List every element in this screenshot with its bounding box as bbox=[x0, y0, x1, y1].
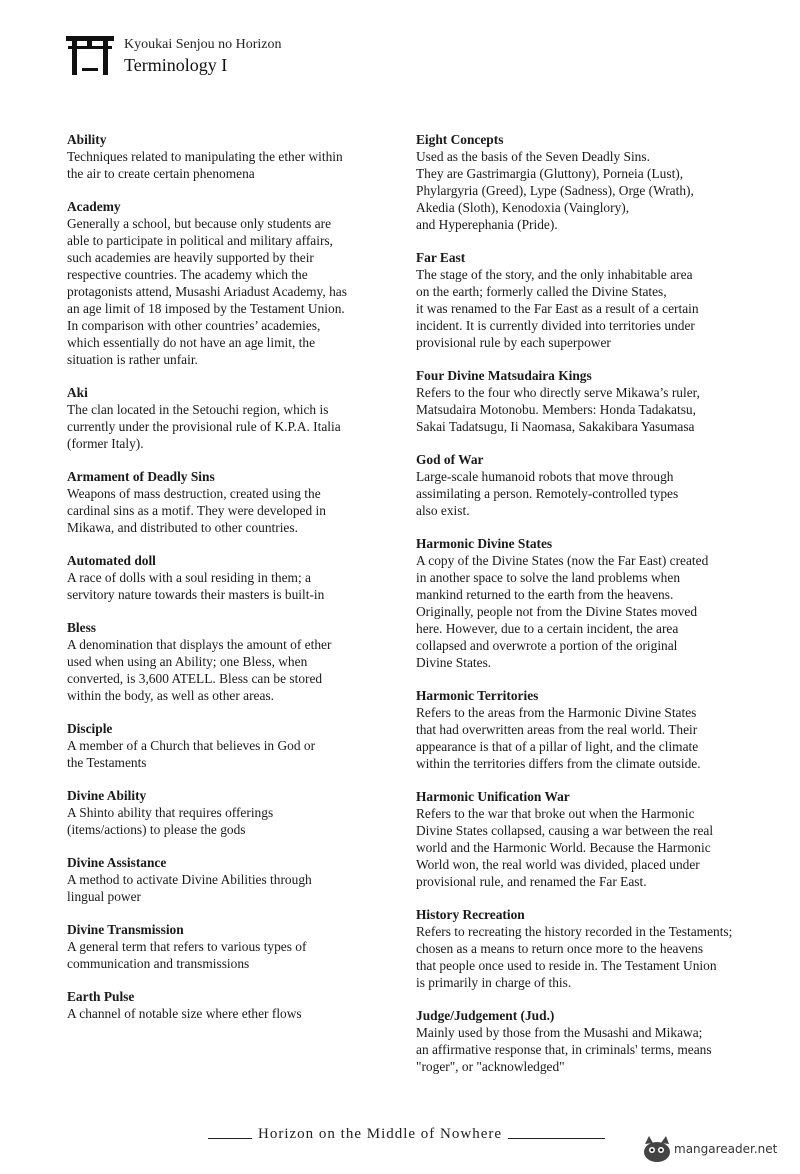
term-definition: Refers to recreating the history recorded in the Testaments; chosen as a means to return once more to the heavens that people once used to reside in. The Testament Union is primarily in charge of this. bbox=[416, 924, 733, 990]
term-name: Earth Pulse bbox=[67, 989, 135, 1004]
term-definition: A method to activate Divine Abilities through lingual power bbox=[67, 872, 312, 904]
term-entry bbox=[67, 720, 397, 771]
term-definition: A Shinto ability that requires offerings (items/actions) to please the gods bbox=[67, 805, 274, 837]
term-definition: Used as the basis of the Seven Deadly Sins. They are Gastrimargia (Gluttony), Porneia (Lust), Phylargyria (Greed), Lype (Sadness), Orge (Wrath), Akedia (Sloth), Kenodoxia (Vainglory), and Hyperephania (Pride). bbox=[416, 149, 694, 232]
term-definition: A copy of the Divine States (now the Far East) created in another space to solve the land problems when mankind returned to the earth from the heavens. Originally, people not from the Divine States moved here. However, due to a certain incident, the area collapsed and overwrote a portion of the original Divine States. bbox=[416, 553, 709, 670]
term-name: Judge/Judgement (Jud.) bbox=[416, 1008, 555, 1023]
watermark-text: mangareader.net bbox=[674, 1142, 778, 1156]
term-entry bbox=[67, 198, 397, 368]
term-name: Academy bbox=[67, 199, 121, 214]
term-name: Disciple bbox=[67, 721, 113, 736]
series-title: Kyoukai Senjou no Horizon bbox=[124, 37, 282, 52]
term-entry bbox=[416, 131, 784, 233]
term-definition: The stage of the story, and the only inhabitable area on the earth; formerly called the Divine States, it was renamed to the Far East as a result of a certain incident. It is currently divided into territories under provisional rule by each superpower bbox=[416, 267, 699, 350]
term-name: Harmonic Territories bbox=[416, 688, 539, 703]
term-name: Divine Transmission bbox=[67, 922, 184, 937]
term-entry bbox=[416, 249, 784, 351]
term-definition: Mainly used by those from the Musashi and Mikawa; an affirmative response that, in criminals' terms, means "roger", or "acknowledged" bbox=[416, 1025, 712, 1074]
term-name: Four Divine Matsudaira Kings bbox=[416, 368, 592, 383]
page-title: Terminology I bbox=[124, 55, 228, 75]
term-name: Harmonic Divine States bbox=[416, 536, 553, 551]
term-name: History Recreation bbox=[416, 907, 525, 922]
term-name: Divine Assistance bbox=[67, 855, 167, 870]
torii-logo-icon bbox=[66, 34, 114, 78]
term-definition: Generally a school, but because only students are able to participate in political and military affairs, such academies are heavily supported by their respective countries. The academy which the protagonists attend, Musashi Ariadust Academy, has an age limit of 18 imposed by the Testament Union. In comparison with other countries’ academies, which essentially do not have an age limit, the situation is rather unfair. bbox=[67, 216, 347, 367]
term-entry bbox=[416, 451, 784, 519]
term-definition: A denomination that displays the amount of ether used when using an Ability; one Bless, when converted, is 3,600 ATELL. Bless can be stored within the body, as well as other areas. bbox=[67, 637, 332, 703]
term-definition: A general term that refers to various types of communication and transmissions bbox=[67, 939, 307, 971]
term-definition: Refers to the areas from the Harmonic Divine States that had overwritten areas from the real world. Their appearance is that of a pillar of light, and the climate within the territories differs from the climate outside. bbox=[416, 705, 701, 771]
term-entry bbox=[67, 552, 397, 603]
term-name: Harmonic Unification War bbox=[416, 789, 570, 804]
watermark bbox=[640, 1134, 795, 1164]
term-entry bbox=[416, 367, 784, 435]
term-entry bbox=[416, 906, 784, 991]
term-definition: Large-scale humanoid robots that move through assimilating a person. Remotely-controlled types also exist. bbox=[416, 469, 679, 518]
terms-column-left bbox=[67, 131, 397, 1038]
term-name: God of War bbox=[416, 452, 484, 467]
term-definition: Refers to the four who directly serve Mikawa’s ruler, Matsudaira Motonobu. Members: Honda Tadakatsu, Sakai Tadatsugu, Ii Naomasa, Sakakibara Yasumasa bbox=[416, 385, 700, 434]
terms-column-right bbox=[416, 131, 784, 1091]
term-definition: The clan located in the Setouchi region, which is currently under the provisional rule of K.P.A. Italia (former Italy). bbox=[67, 402, 341, 451]
term-entry bbox=[67, 384, 397, 452]
term-entry bbox=[416, 535, 784, 671]
term-definition: A member of a Church that believes in God or the Testaments bbox=[67, 738, 316, 770]
term-definition: Refers to the war that broke out when the Harmonic Divine States collapsed, causing a war between the real world and the Harmonic World. Because the Harmonic World won, the real world was divided, placed under provisional rule, and renamed the Far East. bbox=[416, 806, 714, 889]
term-name: Armament of Deadly Sins bbox=[67, 469, 215, 484]
term-definition: Weapons of mass destruction, created using the cardinal sins as a motif. They were developed in Mikawa, and distributed to other countries. bbox=[67, 486, 326, 535]
term-name: Bless bbox=[67, 620, 97, 635]
mascot-icon bbox=[640, 1134, 674, 1164]
term-name: Eight Concepts bbox=[416, 132, 504, 147]
term-definition: A race of dolls with a soul residing in them; a servitory nature towards their masters is built-in bbox=[67, 570, 325, 602]
term-entry bbox=[416, 1007, 784, 1075]
term-name: Ability bbox=[67, 132, 107, 147]
term-entry bbox=[67, 787, 397, 838]
term-name: Divine Ability bbox=[67, 788, 147, 803]
term-name: Far East bbox=[416, 250, 466, 265]
term-entry bbox=[416, 788, 784, 890]
footer-caption: Horizon on the Middle of Nowhere bbox=[252, 1124, 508, 1144]
term-entry bbox=[67, 131, 397, 182]
term-entry bbox=[67, 921, 397, 972]
term-entry bbox=[416, 687, 784, 772]
term-entry bbox=[67, 988, 397, 1022]
term-name: Aki bbox=[67, 385, 88, 400]
term-definition: Techniques related to manipulating the ether within the air to create certain phenomena bbox=[67, 149, 343, 181]
page-footer bbox=[208, 1124, 605, 1144]
term-entry bbox=[67, 619, 397, 704]
term-definition: A channel of notable size where ether flows bbox=[67, 1006, 302, 1021]
term-name: Automated doll bbox=[67, 553, 156, 568]
term-entry bbox=[67, 468, 397, 536]
term-entry bbox=[67, 854, 397, 905]
